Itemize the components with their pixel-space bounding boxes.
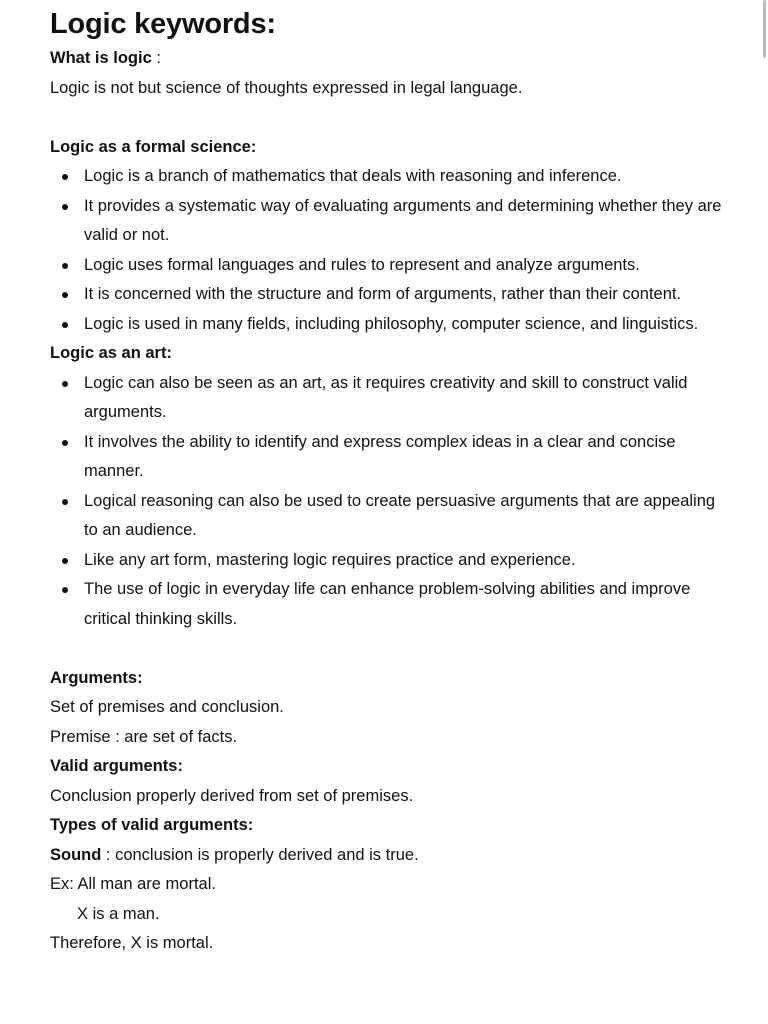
example-line: X is a man. — [77, 904, 160, 923]
list-item: Logic can also be seen as an art, as it requires creativity and skill to construct valid arguments. — [50, 369, 724, 428]
arguments-heading: Arguments: — [50, 668, 143, 687]
formal-science-heading: Logic as a formal science: — [50, 137, 257, 156]
list-item: Logic uses formal languages and rules to represent and analyze arguments. — [50, 251, 724, 281]
valid-arguments-heading: Valid arguments: — [50, 757, 183, 775]
example-line: Therefore, X is mortal. — [50, 934, 214, 952]
sound-text: : conclusion is properly derived and is true. — [101, 845, 419, 864]
logic-definition: Logic is not but science of thoughts expressed in legal language. — [50, 78, 523, 97]
page-title: Logic keywords: — [50, 8, 276, 40]
list-item: It provides a systematic way of evaluating arguments and determining whether they are valid or not. — [50, 192, 724, 251]
note-content — [50, 4, 740, 959]
list-item: Logic is a branch of mathematics that deals with reasoning and inference. — [50, 162, 724, 192]
spacer — [50, 103, 740, 133]
what-is-logic-line — [50, 44, 740, 74]
list-item: Logic is used in many fields, including philosophy, computer science, and linguistics. — [50, 310, 724, 340]
premise-definition: Premise : are set of facts. — [50, 727, 238, 746]
arguments-definition: Set of premises and conclusion. — [50, 698, 284, 716]
sound-line — [50, 841, 740, 871]
valid-arguments-definition: Conclusion properly derived from set of premises. — [50, 786, 414, 805]
what-is-logic-suffix: : — [151, 49, 161, 67]
list-item: Like any art form, mastering logic requires practice and experience. — [50, 546, 724, 576]
formal-science-list — [50, 162, 740, 339]
art-list — [50, 369, 740, 635]
types-heading: Types of valid arguments: — [50, 816, 254, 834]
list-item: It is concerned with the structure and form of arguments, rather than their content. — [50, 280, 724, 310]
what-is-logic-label: What is logic — [50, 49, 152, 67]
spacer — [50, 634, 740, 664]
art-heading: Logic as an art: — [50, 344, 172, 362]
sound-label: Sound — [50, 845, 102, 864]
scrollbar[interactable] — [763, 0, 766, 58]
list-item: Logical reasoning can also be used to create persuasive arguments that are appealing to an audience. — [50, 487, 724, 546]
list-item: It involves the ability to identify and express complex ideas in a clear and concise manner. — [50, 428, 724, 487]
example-line: Ex: All man are mortal. — [50, 875, 216, 893]
list-item: The use of logic in everyday life can enhance problem-solving abilities and improve critical thinking skills. — [50, 575, 724, 634]
